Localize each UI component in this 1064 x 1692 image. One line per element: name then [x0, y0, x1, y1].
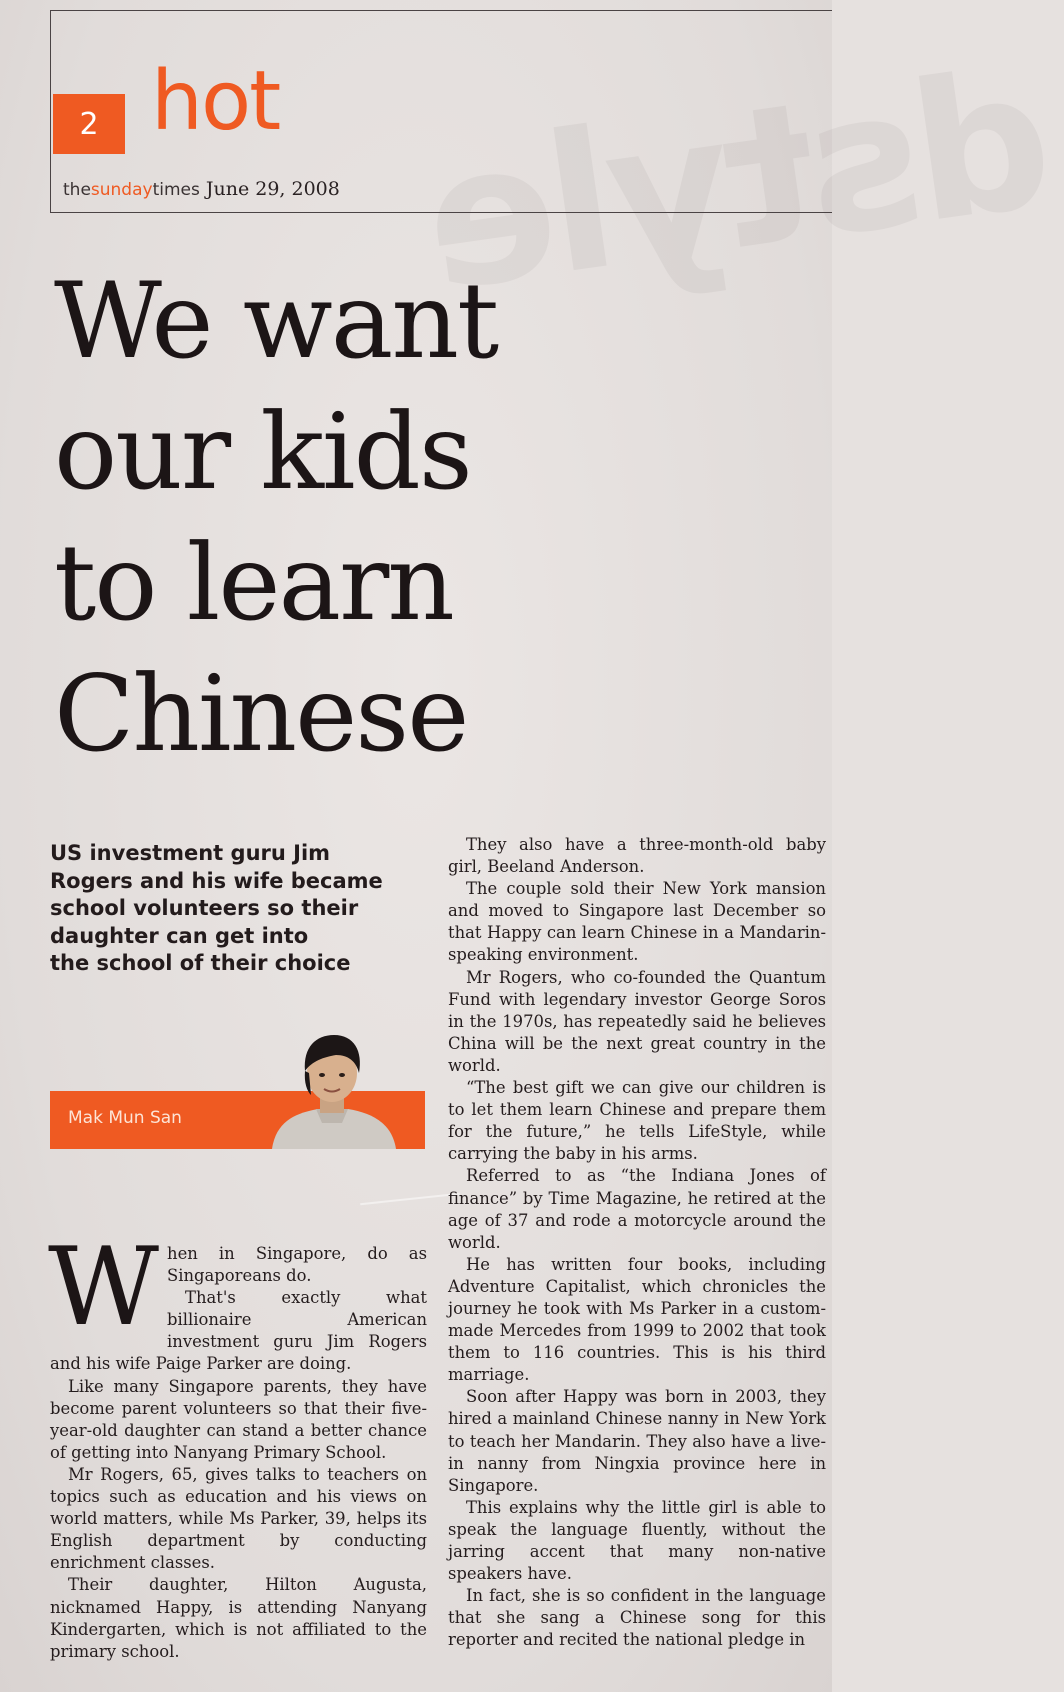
- headline-line: We want: [54, 260, 498, 382]
- standfirst: [50, 840, 430, 978]
- byline-name: Mak Mun San: [68, 1108, 182, 1128]
- headline-line: Chinese: [54, 653, 468, 775]
- page-number-badge: 2: [53, 94, 125, 154]
- standfirst-line: daughter can get into: [50, 923, 309, 948]
- article-paragraph: Soon after Happy was born in 2003, they hired a mainland Chinese nanny in New York to teach her Mandarin. They also have a live-in nanny from Ningxia province here in Singapore.: [448, 1387, 826, 1495]
- standfirst-line: school volunteers so their: [50, 896, 359, 920]
- article-paragraph: He has written four books, including Adventure Capitalist, which chronicles the journey he took with Ms Parker in a custom-made Mercedes from 1999 to 2002 that took them to 116 countries. This is his third marriage.: [448, 1254, 826, 1385]
- article-paragraph-text: hen in Singapore, do as Singaporeans do.: [167, 1244, 427, 1286]
- article-paragraph: In fact, she is so confident in the language that she sang a Chinese song for this reporter and recited the national pledge in: [448, 1586, 826, 1650]
- article-paragraph: “The best gift we can give our children is to let them learn Chinese and prepare them for the future,” he tells LifeStyle, while carrying the baby in his arms.: [448, 1078, 826, 1164]
- show-through-print: dstyle: [417, 27, 1064, 334]
- issue-date: June 29, 2008: [205, 178, 340, 200]
- article-paragraph: They also have a three-month-old baby girl, Beeland Anderson.: [448, 835, 826, 877]
- paper-name-times: times: [152, 180, 200, 200]
- headline-line: our kids: [54, 391, 471, 513]
- masthead: [50, 10, 832, 213]
- article-column-1: [48, 1225, 427, 1663]
- paper-crease: [360, 1193, 460, 1205]
- author-portrait: [262, 1025, 402, 1149]
- article-paragraph: Like many Singapore parents, they have become parent volunteers so that their five-year-old daughter can stand a better chance of getting into Nanyang Primary School.: [50, 1376, 427, 1462]
- paper-name-sunday: sunday: [90, 180, 153, 200]
- article-column-2: [448, 834, 826, 1651]
- article-paragraph: Their daughter, Hilton Augusta, nicknamed Happy, is attending Nanyang Kindergarten, which is not affiliated to the primary school.: [50, 1575, 427, 1661]
- article-paragraph: Mr Rogers, who co-founded the Quantum Fund with legendary investor George Soros in the 1970s, has repeatedly said he believes China will be the next great country in the world.: [448, 967, 826, 1075]
- article-paragraph: Referred to as “the Indiana Jones of finance” by Time Magazine, he retired at the age of 37 and rode a motorcycle around the world.: [448, 1166, 826, 1252]
- article-paragraph: Mr Rogers, 65, gives talks to teachers on topics such as education and his views on world matters, while Ms Parker, 39, helps its English department by conducting enrichment classes.: [50, 1464, 427, 1573]
- standfirst-line: Rogers and his wife became: [50, 868, 383, 893]
- standfirst-line: US investment guru Jim: [50, 841, 331, 865]
- section-name: hot: [151, 54, 280, 149]
- article-paragraph: The couple sold their New York mansion and moved to Singapore last December so that Happy can learn Chinese in a Mandarin-speaking environment.: [448, 879, 826, 965]
- headline-line: to learn: [54, 522, 453, 644]
- headline: [54, 256, 754, 780]
- standfirst-line: the school of their choice: [50, 951, 351, 975]
- article-paragraph: That's exactly what billionaire American investment guru Jim Rogers and his wife Paige Parker are doing.: [50, 1288, 427, 1374]
- paper-name-the: the: [63, 180, 91, 200]
- paper-dateline: [63, 178, 340, 200]
- drop-cap: W: [48, 1225, 160, 1350]
- article-paragraph: This explains why the little girl is able to speak the language fluently, without the jarring accent that many non-native speakers have.: [448, 1497, 826, 1584]
